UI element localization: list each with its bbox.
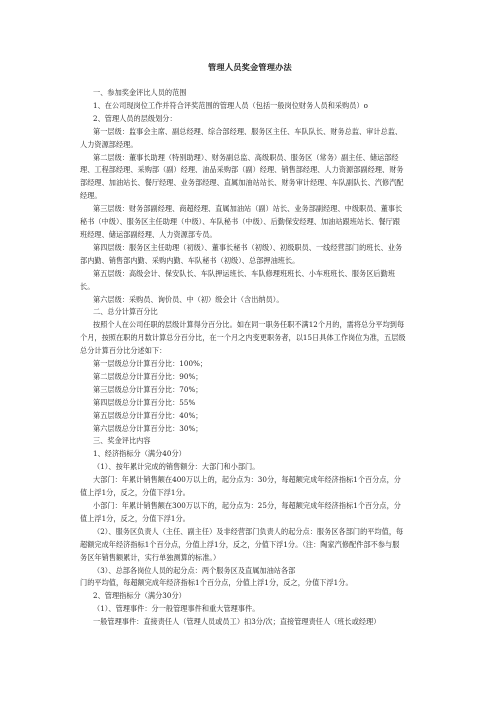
document-body [80,87,406,629]
paragraph: 第六层级：采购员、询价员、中（初）级会计（含出纳员）。 [93,294,284,304]
paragraph: 2、管理指标分（满分30分） [93,591,186,601]
paragraph: 一般管理事件：直接责任人（管理人员或员工）扣3分/次；直接管理责任人（班长或经理） [93,617,381,627]
paragraph: （1）、管理事件：分一般管理事件和重大管理事件。 [93,604,260,614]
paragraph: 小部门：年累计销售额在300万以下的，起分点为：25分，每超额完成年经济指标1个百分点，分值上浮1分，反之，分值下浮1分。 [80,501,401,523]
paragraph: 大部门：年累计销售额在400万以上的，起分点为：30分，每超额完成年经济指标1个百分点，分值上浮1分，反之，分值下浮1分。 [80,475,401,498]
paragraph: 三、奖金评比内容 [93,436,151,446]
paragraph: 第五层级：高级会计、保安队长、车队押运班长、车队修理班班长、小车班班长、服务区后勤班长。 [80,268,396,291]
paragraph: 第一层级总分计算百分比：100%； [93,359,208,369]
paragraph: 第四层级总分计算百分比：55% [93,397,196,407]
paragraph: 1、经济指标分（满分40分） [93,449,186,459]
paragraph: 第一层级：监事会主席、副总经理、综合部经理、服务区主任、车队队长、财务总监、审计总监、人力资源部经理。 [80,126,403,149]
paragraph: 1、在公司现岗位工作并符合评奖范围的管理人员（包括一般岗位财务人员和采购员）o [93,100,368,110]
paragraph: （3）、总部各岗位人员的起分点：两个服务区及直属加油站各部 [93,565,296,575]
paragraph: 第三层级总分计算百分比：70%； [93,384,203,394]
paragraph: 第三层级：财务部副经理、商超经理、直属加油站（副）站长、业务部副经理、中级职员、董事长秘书（中级）、服务区主任助理（中级）、车队秘书（中级）、后勤保安经理、加油站跟班站长、餐厅跟班经理、储运部副经理、人力资源部专员。 [80,204,403,239]
paragraph: 第二层级：董事长助理（特别助理）、财务副总监、高级职员、服务区（常务）副主任、储运部经理、工程部经理、采购部（副）经理、油品采购部（副）经理、销售部经理、人力资源部副经理、财务部经理、加油站长、餐厅经理、业务部经理、直属加油站站长、财务审计经理、车队副队长、汽修汽配经理。 [80,152,404,201]
paragraph: 第六层级总分计算百分比：30%； [93,423,203,433]
paragraph: 2、管理人员的层级划分： [93,113,177,123]
paragraph: 门的平均值，每超额完成年经济指标1个百分点，分值上浮1分，反之，分值下浮1分。 [80,578,353,588]
document-title: 管理人员奖金管理办法 [208,62,292,72]
paragraph: （1）、按年累计完成的销售额分：大部门和小部门。 [93,462,260,472]
paragraph: 第四层级：服务区主任助理（初级）、董事长秘书（初级）、初级职员、一线经营部门的班长、业务部内勤、销售部内勤、采购内勤、车队秘书（初级）、总部押油班长。 [80,242,403,265]
paragraph: 一、参加奖金评比人员的范围 [93,88,187,97]
paragraph: 第二层级总分计算百分比：90%； [93,371,203,381]
paragraph: 二、总分计算百分比 [93,307,158,317]
paragraph: （2）、服务区负责人（主任、副主任）及非经营部门负责人的起分点：服务区各部门的平均值，每超额完成年经济指标1个百分点，分值上浮1分，反之，分值下浮1分。（注：陶家汽修配件部不参与服务区年销售额累计，实行单独测算的标准。） [80,526,404,562]
paragraph: 按照个人在公司任职的层级计算得分百分比。如在同一职务任职不满12个月的，需将总分平均到每个月，按照在职的月数计算总分百分比，在一个月之内变更职务者，以15日具体工作岗位为准，五层级总分计算百分比分述如下： [80,320,406,356]
paragraph: 第五层级总分计算百分比：40%； [93,410,203,420]
